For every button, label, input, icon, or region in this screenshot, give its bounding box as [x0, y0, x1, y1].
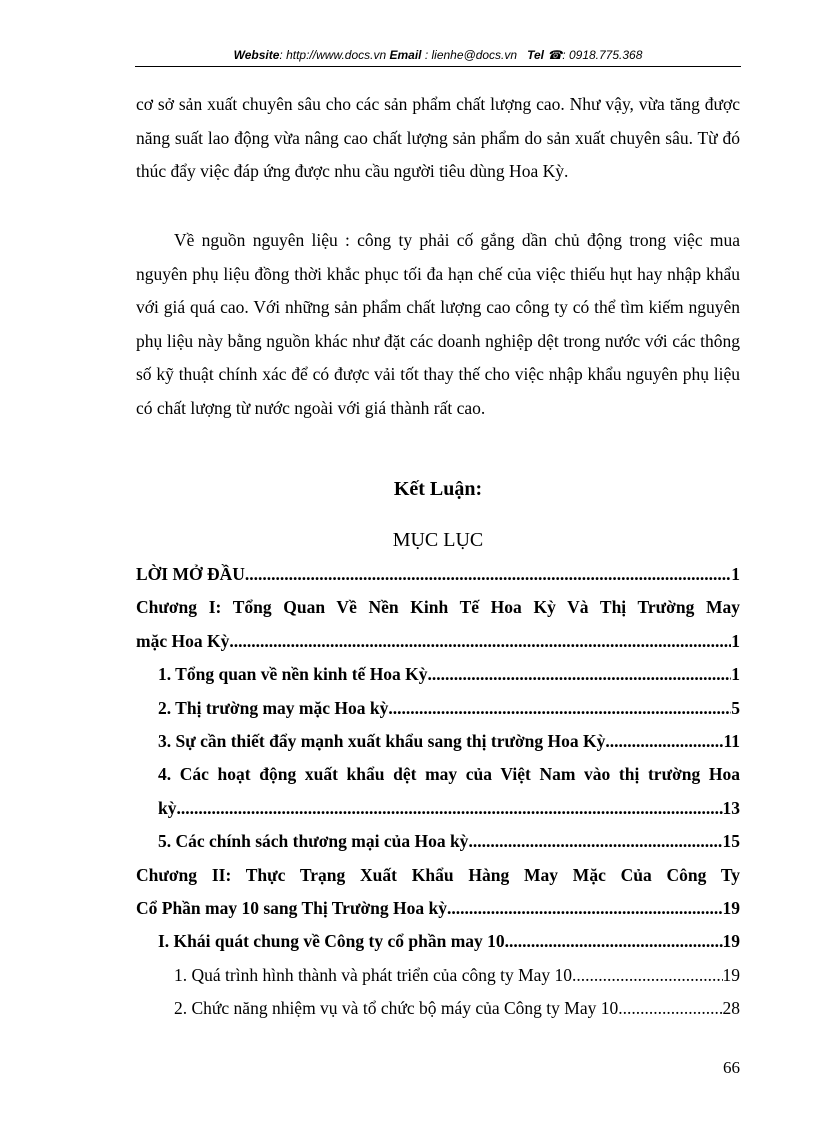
table-of-contents	[136, 558, 740, 1026]
toc-entry-title: mặc Hoa Kỳ	[136, 630, 230, 651]
toc-entry-chapter-1[interactable]: Chương I: Tổng Quan Về Nền Kinh Tế Hoa Kỳ Và Thị Trường May	[136, 597, 740, 618]
toc-entry-page: 1	[731, 630, 740, 651]
toc-entry-title: LỜI MỞ ĐẦU	[136, 564, 245, 584]
toc-entry-page: 1	[731, 564, 740, 584]
tel-label: Tel	[527, 48, 544, 62]
toc-entry-section-I-2[interactable]	[136, 992, 740, 1025]
toc-entry-chapter-2-cont[interactable]	[136, 892, 740, 925]
toc-entry-chapter-2[interactable]: Chương II: Thực Trạng Xuất Khẩu Hàng May Mặc Của Công Ty	[136, 864, 740, 885]
website-value: : http://www.docs.vn	[279, 48, 387, 62]
paragraph-2	[136, 224, 740, 425]
toc-entry-title: 2. Chức năng nhiệm vụ và tổ chức bộ máy của Công ty May 10	[174, 998, 619, 1019]
toc-entry-page: 1	[731, 664, 740, 685]
page-number: 66	[723, 1058, 740, 1077]
toc-entry-section-I-1[interactable]	[136, 959, 740, 992]
toc-entry-page: 11	[723, 731, 740, 752]
toc-entry-title: 1. Tổng quan về nền kinh tế Hoa Kỳ	[158, 664, 428, 685]
toc-entry-page: 15	[722, 831, 740, 852]
toc-entry-section-2[interactable]	[136, 692, 740, 725]
toc-entry-intro[interactable]	[136, 558, 740, 591]
toc-entry-title: 1. Quá trình hình thành và phát triển của công ty May 10	[174, 964, 573, 985]
toc-entry-page: 28	[722, 998, 740, 1019]
toc-entry-title: kỳ	[158, 797, 177, 818]
toc-entry-section-I[interactable]	[136, 925, 740, 958]
toc-entry-section-5[interactable]	[136, 825, 740, 858]
toc-entry-title: 3. Sự cần thiết đẩy mạnh xuất khẩu sang thị trường Hoa Kỳ	[158, 731, 606, 752]
toc-entry-title: Cổ Phần may 10 sang Thị Trường Hoa kỳ	[136, 898, 447, 919]
header-divider	[135, 66, 741, 67]
toc-entry-page: 19	[722, 898, 740, 919]
paragraph-2-text: Về nguồn nguyên liệu : công ty phải cố gắng dần chủ động trong việc mua nguyên phụ liệu đồng thời khắc phục tối đa hạn chế của việc thiếu hụt hay nhập khẩu với giá quá cao. Với những sản phẩm chất lượng cao công ty có thể tìm kiếm nguyên phụ liệu này bằng nguồn khác như đặt các doanh nghiệp dệt trong nước với các thông số kỹ thuật chính xác để có được vải tốt thay thế cho việc nhập khẩu nguyên phụ liệu có chất lượng từ nước ngoài với giá thành rất cao.	[136, 230, 740, 418]
paragraph-1	[136, 88, 740, 189]
toc-entry-page: 13	[722, 797, 740, 818]
paragraph-1-text: cơ sở sản xuất chuyên sâu cho các sản phẩm chất lượng cao. Như vậy, vừa tăng được năng suất lao động vừa nâng cao chất lượng sản phẩm do sản xuất chuyên sâu. Từ đó thúc đẩy việc đáp ứng được nhu cầu người tiêu dùng Hoa Kỳ.	[136, 94, 740, 181]
toc-entry-section-1[interactable]	[136, 658, 740, 691]
toc-entry-section-4[interactable]: 4. Các hoạt động xuất khẩu dệt may của Việt Nam vào thị trường Hoa	[158, 764, 740, 785]
toc-entry-chapter-1-cont[interactable]	[136, 625, 740, 658]
website-label: Website	[233, 48, 280, 62]
page-header	[135, 47, 741, 63]
toc-entry-section-3[interactable]	[136, 725, 740, 758]
toc-entry-section-4-cont[interactable]	[136, 792, 740, 825]
email-value: : lienhe@docs.vn	[421, 48, 518, 62]
toc-entry-title: 2. Thị trường may mặc Hoa kỳ	[158, 697, 389, 718]
tel-value: : 0918.775.368	[562, 48, 643, 62]
email-label: Email	[389, 48, 422, 62]
toc-entry-page: 19	[722, 964, 740, 985]
toc-entry-page: 5	[731, 697, 740, 718]
toc-title: MỤC LỤC	[392, 529, 484, 551]
phone-icon: ☎	[547, 48, 563, 62]
toc-entry-page: 19	[722, 931, 740, 952]
conclusion-heading: Kết Luận:	[393, 478, 483, 500]
toc-entry-title: I. Khái quát chung về Công ty cổ phần may 10	[158, 931, 505, 952]
toc-entry-title: 5. Các chính sách thương mại của Hoa kỳ	[158, 831, 469, 852]
